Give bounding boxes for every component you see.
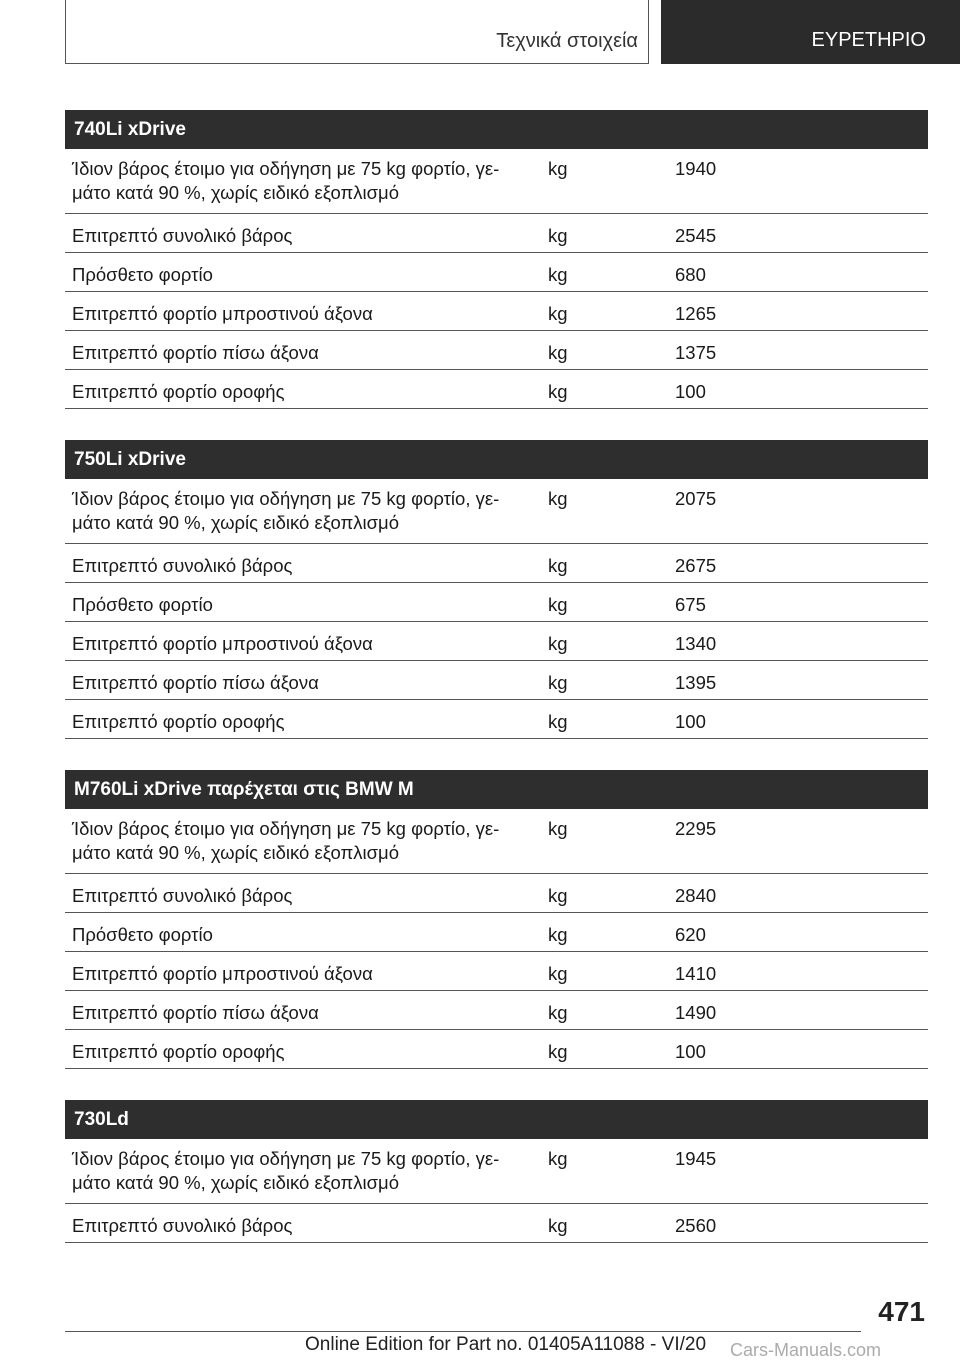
row-label: Επιτρεπτό φορτίο μπροστινού άξονα bbox=[72, 303, 373, 324]
row-label: Πρόσθετο φορτίο bbox=[72, 594, 213, 615]
row-label: Ίδιον βάρος έτοιμο για οδήγηση με 75 kg φορτίο, γε‐μάτο κατά 90 %, χωρίς ειδικό εξοπλισμό bbox=[72, 158, 500, 203]
row-value: 2295 bbox=[675, 818, 717, 839]
header-index-label: ΕΥΡΕΤΗΡΙΟ bbox=[811, 29, 926, 51]
row-unit: kg bbox=[548, 672, 568, 693]
row-label: Επιτρεπτό φορτίο μπροστινού άξονα bbox=[72, 963, 373, 984]
row-unit: kg bbox=[548, 381, 568, 402]
row-value: 1375 bbox=[675, 342, 717, 363]
row-value: 1340 bbox=[675, 633, 717, 654]
header-index-tab[interactable] bbox=[661, 0, 960, 64]
row-value: 100 bbox=[675, 1041, 706, 1062]
row-unit: kg bbox=[548, 1002, 568, 1023]
row-label: Επιτρεπτό συνολικό βάρος bbox=[72, 225, 293, 246]
row-value: 2545 bbox=[675, 225, 717, 246]
footer-divider bbox=[65, 1331, 861, 1332]
row-label: Επιτρεπτό φορτίο οροφής bbox=[72, 711, 285, 732]
table-row bbox=[65, 622, 928, 661]
row-unit: kg bbox=[548, 555, 568, 576]
row-value: 1490 bbox=[675, 1002, 717, 1023]
row-label: Επιτρεπτό συνολικό βάρος bbox=[72, 1215, 293, 1236]
row-unit: kg bbox=[548, 158, 568, 179]
row-label: Επιτρεπτό φορτίο οροφής bbox=[72, 1041, 285, 1062]
row-unit: kg bbox=[548, 1148, 568, 1169]
row-label: Επιτρεπτό φορτίο οροφής bbox=[72, 381, 285, 402]
row-label: Επιτρεπτό φορτίο μπροστινού άξονα bbox=[72, 633, 373, 654]
watermark-text: Cars-Manuals.com bbox=[730, 1340, 882, 1360]
spec-tables bbox=[65, 110, 928, 1274]
table-row bbox=[65, 1204, 928, 1243]
row-label: Ίδιον βάρος έτοιμο για οδήγηση με 75 kg φορτίο, γε‐μάτο κατά 90 %, χωρίς ειδικό εξοπλισμό bbox=[72, 818, 500, 863]
table-row bbox=[65, 952, 928, 991]
row-value: 1410 bbox=[675, 963, 717, 984]
table-row bbox=[65, 331, 928, 370]
table-row bbox=[65, 1139, 928, 1204]
table-row bbox=[65, 874, 928, 913]
table-title: M760Li xDrive παρέχεται στις BMW M bbox=[65, 770, 928, 809]
row-value: 620 bbox=[675, 924, 706, 945]
table-row bbox=[65, 370, 928, 409]
row-label: Επιτρεπτό συνολικό βάρος bbox=[72, 555, 293, 576]
table-row bbox=[65, 1030, 928, 1069]
row-unit: kg bbox=[548, 711, 568, 732]
row-value: 100 bbox=[675, 711, 706, 732]
row-label: Επιτρεπτό φορτίο πίσω άξονα bbox=[72, 1002, 319, 1023]
row-label: Ίδιον βάρος έτοιμο για οδήγηση με 75 kg φορτίο, γε‐μάτο κατά 90 %, χωρίς ειδικό εξοπλισμό bbox=[72, 488, 500, 533]
page-number: 471 bbox=[878, 1296, 925, 1327]
row-unit: kg bbox=[548, 818, 568, 839]
row-unit: kg bbox=[548, 885, 568, 906]
row-unit: kg bbox=[548, 488, 568, 509]
table-row bbox=[65, 253, 928, 292]
row-value: 100 bbox=[675, 381, 706, 402]
spec-table bbox=[65, 110, 928, 409]
row-value: 2075 bbox=[675, 488, 717, 509]
row-value: 1945 bbox=[675, 1148, 717, 1169]
table-row bbox=[65, 292, 928, 331]
spec-table bbox=[65, 770, 928, 1069]
row-unit: kg bbox=[548, 225, 568, 246]
row-unit: kg bbox=[548, 924, 568, 945]
row-label: Επιτρεπτό συνολικό βάρος bbox=[72, 885, 293, 906]
row-unit: kg bbox=[548, 1041, 568, 1062]
table-row bbox=[65, 479, 928, 544]
row-value: 2675 bbox=[675, 555, 717, 576]
table-row bbox=[65, 913, 928, 952]
row-label: Πρόσθετο φορτίο bbox=[72, 924, 213, 945]
table-row bbox=[65, 700, 928, 739]
row-unit: kg bbox=[548, 264, 568, 285]
spec-table bbox=[65, 440, 928, 739]
table-row bbox=[65, 991, 928, 1030]
table-title: 730Ld bbox=[65, 1100, 928, 1139]
row-unit: kg bbox=[548, 303, 568, 324]
row-unit: kg bbox=[548, 594, 568, 615]
edition-text: Online Edition for Part no. 01405A11088 - VI/20 bbox=[305, 1334, 707, 1355]
row-unit: kg bbox=[548, 342, 568, 363]
table-row bbox=[65, 149, 928, 214]
row-value: 680 bbox=[675, 264, 706, 285]
row-value: 1940 bbox=[675, 158, 717, 179]
table-row bbox=[65, 661, 928, 700]
row-label: Πρόσθετο φορτίο bbox=[72, 264, 213, 285]
table-title: 750Li xDrive bbox=[65, 440, 928, 479]
row-label: Επιτρεπτό φορτίο πίσω άξονα bbox=[72, 342, 319, 363]
row-label: Επιτρεπτό φορτίο πίσω άξονα bbox=[72, 672, 319, 693]
table-row bbox=[65, 583, 928, 622]
table-row bbox=[65, 809, 928, 874]
row-value: 1395 bbox=[675, 672, 717, 693]
row-unit: kg bbox=[548, 963, 568, 984]
row-unit: kg bbox=[548, 633, 568, 654]
header-section-title[interactable]: Τεχνικά στοιχεία bbox=[496, 30, 638, 52]
row-value: 2840 bbox=[675, 885, 717, 906]
row-value: 1265 bbox=[675, 303, 717, 324]
table-title: 740Li xDrive bbox=[65, 110, 928, 149]
spec-table bbox=[65, 1100, 928, 1243]
row-value: 675 bbox=[675, 594, 706, 615]
row-label: Ίδιον βάρος έτοιμο για οδήγηση με 75 kg φορτίο, γε‐μάτο κατά 90 %, χωρίς ειδικό εξοπλισμό bbox=[72, 1148, 500, 1193]
row-value: 2560 bbox=[675, 1215, 717, 1236]
table-row bbox=[65, 214, 928, 253]
table-row bbox=[65, 544, 928, 583]
row-unit: kg bbox=[548, 1215, 568, 1236]
